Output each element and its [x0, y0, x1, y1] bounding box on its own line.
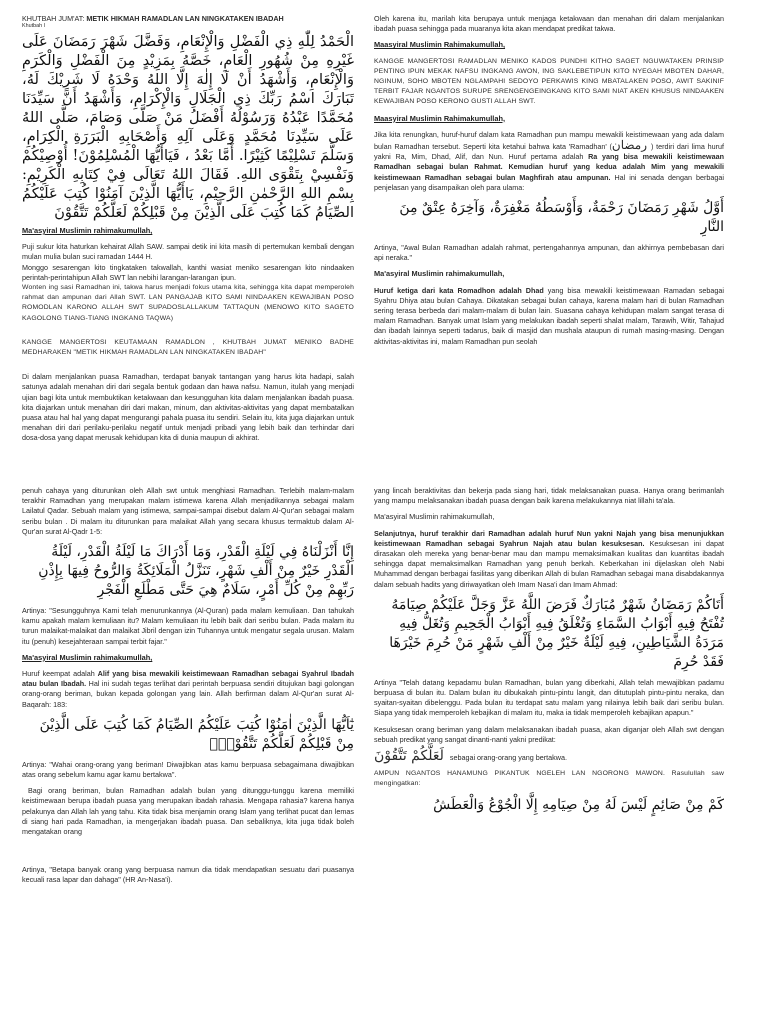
- column-top-left: [22, 14, 354, 476]
- text-run: Hal ini senada dengan berbagai penjelasan yang disampaikan oleh para ulama:: [374, 172, 724, 192]
- text-run: Hal ini sudah tegas terlihat dari perintah berpuasa sendiri ditujukan bagi golongan orang-orang beriman, bukan kepada golongan yang lain. Allah berfirman dalam Al-Qur'an surat Al-Baqarah: 183:: [22, 679, 354, 709]
- heading: Ma'asyiral Muslimin rahimakumullah,: [22, 652, 153, 662]
- heading: Maasyiral Muslimin Rahimakumullah,: [374, 113, 506, 123]
- paragraph: penuh cahaya yang diturunkan oleh Allah swt untuk menghiasi Ramadhan. Terlebih malam-malam terakhir Ramadhan yang merupakan malam istimewa karena Allah menjadikannya sebagai malam Lailatul Qadar. Sebuah malam yang istimewa, sampai-sampai disebut dalam Al-Qur'an sebagai malam seribu bulan . Di malam itu diturunkan para malaikat Allah yang secara khusus termaktub dalam Al-Qur'an surat Al-Qadr 1-5:: [22, 486, 354, 536]
- paragraph: [374, 130, 724, 193]
- arabic-quote: كَمْ مِنْ صَائِمٍ لَيْسَ لَهُ مِنْ صِيَامِهِ إِلَّا الْجُوْعُ وَالْعَطَشُ: [433, 796, 724, 813]
- spacer: [22, 843, 354, 865]
- text-run: yang bisa mewakili keistimewaan Ramadan sebagai Syahru Dhiya atau bulan Cahaya. Dikatakan sebagai bulan cahaya, karena malam hari di bulan Ramadhan sering terasa berbeda dari malam-malam di bulan lain. Suasana cahaya kehidupan malam sangat terasa di malam Ramadhan. Banyak umat Islam yang melakukan ibadah seperti shalat malam, Tarawih, Witir, Tahajud dan ibadah lainnya seperti tadarus, baik di masjid dan mushala ataupun di rumah masing-masing. Dengan aktivitas-aktivitas ini, malam Ramadhan pun seolah: [374, 285, 724, 346]
- khutbah-label: Khutbah I: [22, 23, 46, 29]
- paragraph: Wonten ing sasi Ramadhan ini, takwa harus menjadi fokus utama kita, sehingga kita dapat memperoleh rahmat dan ampunan dari Allah SWT. LAN PANGAJAB KITO SAMI NINDAAKEN KEWAJIBAN POSO ROMODLAN KARONO ALLAH SWT SUPADOSLALLAKUM TATTAQUN (MENOWO KITO SAGETO KAGOLONG TIANG-TIANG INGKANG TAQWA): [22, 284, 354, 322]
- heading: Maasyiral Muslimin Rahimakumullah,: [374, 40, 506, 50]
- arabic-opening: الْحَمْدُ لِلّٰهِ ذِي الْفَضْلِ وَالْإِنْعَامِ، وَفَضَّلَ شَهْرَ رَمَضَانَ عَلَى غَيْرِهِ مِنْ شُهُورِ الْعَامِ، خَصَّهُ بِمَزِيْدٍ مِنَ الْفَضْلِ وَالْكَرَمِ وَالْإِنْعَامِ، وَأَشْهَدُ أَنْ لَا إِلٰهَ إِلَّا اللهُ وَحْدَهُ لَا شَرِيْكَ لَهُ، تَبَارَكَ اسْمُ رَبِّكَ ذِي الْجَلَالِ وَالْإِكْرَامِ، وَأَشْهَدُ أَنَّ سَيِّدَنَا مُحَمَّدًا عَبْدُهُ وَرَسُوْلُهُ أَفْضَلُ مَنْ صَلَّى وَصَامَ، صَلَّى اللهُ عَلَى سَيِّدِنَا مُحَمَّدٍ وَعَلَى آلِهِ وَأَصْحَابِهِ الْبَرَرَةِ الْكِرَامِ، وَسَلَّمَ تَسْلِيْمًا كَثِيْرًا. أَمَّا بَعْدُ ، فَيَاأَيُّهَا الْمُسْلِمُوْنَ! أُوْصِيْكُمْ وَنَفْسِيْ بِتَقْوَى اللهِ. فَقَالَ اللهُ تَعَالَى فِيْ كِتَابِهِ الْكَرِيْمِ: بِسْمِ اللهِ الرَّحْمٰنِ الرَّحِيْمِ، يَاأَيُّهَا الَّذِيْنَ آمَنُوْا كُتِبَ عَلَيْكُمُ الصِّيَامُ كَمَا كُتِبَ عَلَى الَّذِيْنَ مِنْ قَبْلِكُمْ لَعَلَّكُمْ تَتَّقُوْنَ: [22, 33, 354, 221]
- paragraph: yang lincah beraktivitas dan bekerja pada siang hari, tidak melaksanakan puasa. Hanya orang berimanlah yang mampu melaksanakan ibadah puasa dengan baik karena melakukannya niat lillahi ta'ala.: [374, 486, 724, 506]
- paragraph: Artinya: "Sesungguhnya Kami telah menurunkannya (Al-Quran) pada malam kemuliaan. Dan tahukah kamu apakah malam kemuliaan itu? Malam kemuliaan itu lebih baik dari seribu bulan. Pada malam itu turun malaikat-malaikat dan malaikat Jibril dengan izin Tuhannya untuk mengatur segala urusan. Malam itu (penuh) kesejahteraan sampai terbit fajar.": [22, 606, 354, 646]
- text-run: ) terdiri dari lima huruf yakni Ra, Mim, Dhad, Alif, dan Nun. Huruf pertama adalah: [374, 142, 724, 162]
- page-title: [22, 14, 354, 23]
- paragraph: Oleh karena itu, marilah kita berupaya untuk menjaga ketakwaan dan menahan diri dalam menjalankan ibadah puasa sehingga pada muaranya kita akan mendapat predikat takwa.: [374, 14, 724, 34]
- title-prefix: KHUTBAH JUM'AT:: [22, 14, 87, 23]
- paragraph: [374, 748, 724, 765]
- paragraph: Artinya "Telah datang kepadamu bulan Ramadhan, bulan yang diberkahi, Allah telah mewajibkan padamu berpuasa di bulan itu. Dalam bulan itu dibukakah pintu-pintu langit, dan ditutuplah pintu-pintu neraka, dan syaitan-syaitan dibelenggu. Pada bulan itu terdapat satu malam yang nilainya lebih baik dari seribu bulan. Siapa yang tidak memperoleh kebajikan di malam itu, maka ia tidak memperoleh kebajikan apapun.": [374, 677, 724, 718]
- bold-run: Huruf ketiga dari kata Romadhon adalah Dhad: [374, 285, 544, 295]
- paragraph: Artinya: "Wahai orang-orang yang beriman! Diwajibkan atas kamu berpuasa sebagaimana diwajibkan atas orang sebelum kamu agar kamu bertakwa".: [22, 759, 354, 780]
- arabic-inline: رمضان: [611, 138, 647, 153]
- paragraph: AMPUN NGANTOS HANAMUNG PIKANTUK NGELEH LAN NGORONG MAWON. Rasulullah saw mengingatkan:: [374, 770, 724, 788]
- paragraph: Artinya, "Awal Bulan Ramadhan adalah rahmat, pertengahannya ampunan, dan akhirnya pembebasan dari api neraka.": [374, 243, 724, 263]
- paragraph: [22, 669, 354, 710]
- arabic-quote: أَوَّلُ شَهْرِ رَمَضَانَ رَحْمَةٌ، وَأَوْسَطُهُ مَغْفِرَةٌ، وَآخِرَهُ عِتْقٌ مِنَ النَّارِ: [399, 200, 724, 236]
- column-bottom-left: [22, 486, 354, 1016]
- bold-run: Selanjutnya, huruf terakhir dari Ramadhan adalah huruf Nun yakni Najah yang bisa menunjukkan keistimewaan Ramadhan sebagai Syahrun Najah atau bulan kesuksesan.: [374, 528, 724, 548]
- paragraph: Di dalam menjalankan puasa Ramadhan, terdapat banyak tantangan yang harus kita hadapi, salah satunya adalah menahan diri dari segala bentuk godaan dan hawa nafsu. Namun, itulah yang menjadi ujian bagi kita untuk membuktikan ketakwaan dan kesungguhan kita dalam menjalankan ibadah puasa. kita diajarkan untuk menahan diri dari makan, minum, dan aktivitas-aktivitas yang dapat membatalkan puasa atau hal hal yang dapat mengurangi pahala puasa itu sendiri. Selain itu, kita juga diajarkan untuk menahan diri dari perilaku-perilaku negatif untuk menjadi pribadi yang lebih baik dan terhindar dari dosa-dosa yang dapat merusak kehidupan kita di dunia maupun di akhirat.: [22, 372, 354, 443]
- paragraph: [374, 286, 724, 347]
- text-run: Kesuksesan ini dapat dirasakan oleh mereka yang benar-benar mau dan mampu memaksimalkan kualitas dan kuantitas ibadah sehingga dapat memaksimalkan Ramadhan yang penuh berkah. Keberkahan ini dijelaskan oleh Nabi Muhammad dengan berbagai fasilitas yang diberikan Allah di bulan Ramadhan sebagai mana disabdakannya dalam sebuah hadits yang diriwayatkan oleh Imam Nasa'i dan Imam Ahmad:: [374, 538, 724, 589]
- heading: Ma'asyiral Muslimin rahimakumullah,: [374, 269, 505, 279]
- bold-run: Alif yang bisa mewakili keistimewaan Ramadhan sebagai Syahrul Ibadah atau bulan Ibadah.: [22, 669, 354, 689]
- column-bottom-right: [374, 486, 724, 1016]
- arabic-quote: يٰٓاَيُّهَا الَّذِيْنَ اٰمَنُوْا كُتِبَ عَلَيْكُمُ الصِّيَامُ كَمَا كُتِبَ عَلَى الَّذِيْنَ مِنْ قَبْلِكُمْ لَعَلَّكُمْ تَتَّقُوْنَۙ: [39, 716, 354, 752]
- heading: Ma'asyiral Muslimin rahimakumullah,: [374, 512, 495, 522]
- arabic-quote: إِنَّا أَنْزَلْنَاهُ فِي لَيْلَةِ الْقَدْرِ، وَمَا أَدْرَاكَ مَا لَيْلَةُ الْقَدْرِ، لَيْلَةُ الْقَدْرِ خَيْرٌ مِنْ أَلْفِ شَهْرٍ، تَنَزَّلُ الْمَلَائِكَةُ وَالرُّوحُ فِيهَا بِإِذْنِ رَبِّهِمْ مِنْ كُلِّ أَمْرٍ، سَلَامٌ هِيَ حَتَّى مَطْلَعِ الْفَجْرِ: [38, 544, 354, 599]
- title-text: METIK HIKMAH RAMADLAN LAN NINGKATAKEN IBADAH: [86, 14, 284, 23]
- paragraph: Puji sukur kita haturkan kehairat Allah SAW. sampai detik ini kita masih di pertemukan kembali dengan mulan mulia bulan suci ramadan 1444 H.: [22, 242, 354, 262]
- bold-run: Ra yang bisa mewakili keistimewaan Ramadhan sebagai bulan Rahmat. Kemudian huruf yang kedua adalah Mim yang mewakili keistimewaan Ramadhan sebagai bulan Maghfirah atau ampunan.: [374, 152, 724, 182]
- paragraph: Artinya, "Betapa banyak orang yang berpuasa namun dia tidak mendapatkan sesuatu dari puasanya kecuali rasa lapar dan dahaga" (HR An-Nasa'i).: [22, 865, 354, 885]
- paragraph: [374, 529, 724, 590]
- column-top-right: [374, 14, 724, 476]
- paragraph: Kesuksesan orang beriman yang dalam melaksanakan ibadah puasa, akan diganjar oleh Allah swt dengan sebuah predikat yang sangat dinanti-nanti yakni predikat:: [374, 724, 724, 744]
- paragraph: Bagi orang beriman, bulan Ramadhan adalah bulan yang ditunggu-tunggu karena memiliki keistimewaan berupa ibadah puasa yang merupakan ibadah rahasia. Mengapa rahasia? karena hanya pelakunya dan Allah lah yang tahu. Kita tidak bisa menjamin orang Islam yang terlihat pucat dan lemas di siang hari pada Ramadhan, ia mengerjakan ibadah puasa. Dan sebaliknya, kita juga tidak boleh mengatakan orang: [22, 786, 354, 837]
- heading: Ma'asyiral Muslimin rahimakumullah,: [22, 226, 153, 235]
- spacer: [22, 330, 354, 338]
- paragraph: KANGGE MANGERTOSI KEUTAMAAN RAMADLON , KHUTBAH JUMAT MENIKO BADHE MEDHARAKEN "METIK HIKMAH RAMADLAN LAN NINGKATAKEN IBADAH": [22, 338, 354, 357]
- paragraph: Monggo sesarengan kito tingkataken takwallah, kanthi wasiat meniko sesarengan kito nindaaken perintah-perintahipun Allah SWT lan nebihi larangan-larangan ipun.: [22, 262, 354, 282]
- text-run: Huruf keempat adalah: [22, 669, 98, 679]
- paragraph: KANGGE MANGERTOSI RAMADLAN MENIKO KADOS PUNDHI KITHO SAGET NGUWATAKEN PRINSIP PENTING IPUN MEKAK NAFSU INGKANG AWON, ING SAKLEBETIPUN KITO NYEGAH MBOTEN DAHAR, NGINUM, SOHO MBOTEN NGLAMPAHI SEDOYO PERKAWIS KING MBATALAKEN POSO, AWIT SAKINIF TERBIT FAJAR NGANTOS SURUPE SRENGENGEINGKANG KITO SAMI NIAT AKEN KHUSUS NINDAAKEN KEWAJIBAN POSO KERONO GUSTI ALLAH SWT.: [374, 57, 724, 106]
- spacer: [22, 364, 354, 372]
- text-run: Jika kita renungkan, huruf-huruf dalam kata Ramadhan pun mampu mewakili keistimewaan yang ada dalam bulan Ramadhan tersebut. Seperti kita ketahui bahwa kata 'Ramadhan' (: [374, 129, 724, 152]
- text-run: sebagai orang-orang yang bertakwa.: [449, 753, 567, 763]
- arabic-quote: أَتَاكُمْ رَمَضَانُ شَهْرٌ مُبَارَكٌ فَرَضَ اللَّهُ عَزَّ وَجَلَّ عَلَيْكُمْ صِيَامَهُ تُفْتَحُ فِيهِ أَبْوَابُ السَّمَاءِ وَتُغْلَقُ فِيهِ أَبْوَابُ الْجَحِيمِ وَتُغَلُّ فِيهِ مَرَدَةُ الشَّيَاطِينِ، فِيهِ لَيْلَةٌ خَيْرٌ مِنْ أَلْفِ شَهْرٍ مَنْ حُرِمَ خَيْرَهَا فَقَدْ حُرِمَ: [389, 596, 724, 670]
- arabic-inline: لَعَلَّكُمْ تَتَّقُوْنَ: [374, 748, 444, 765]
